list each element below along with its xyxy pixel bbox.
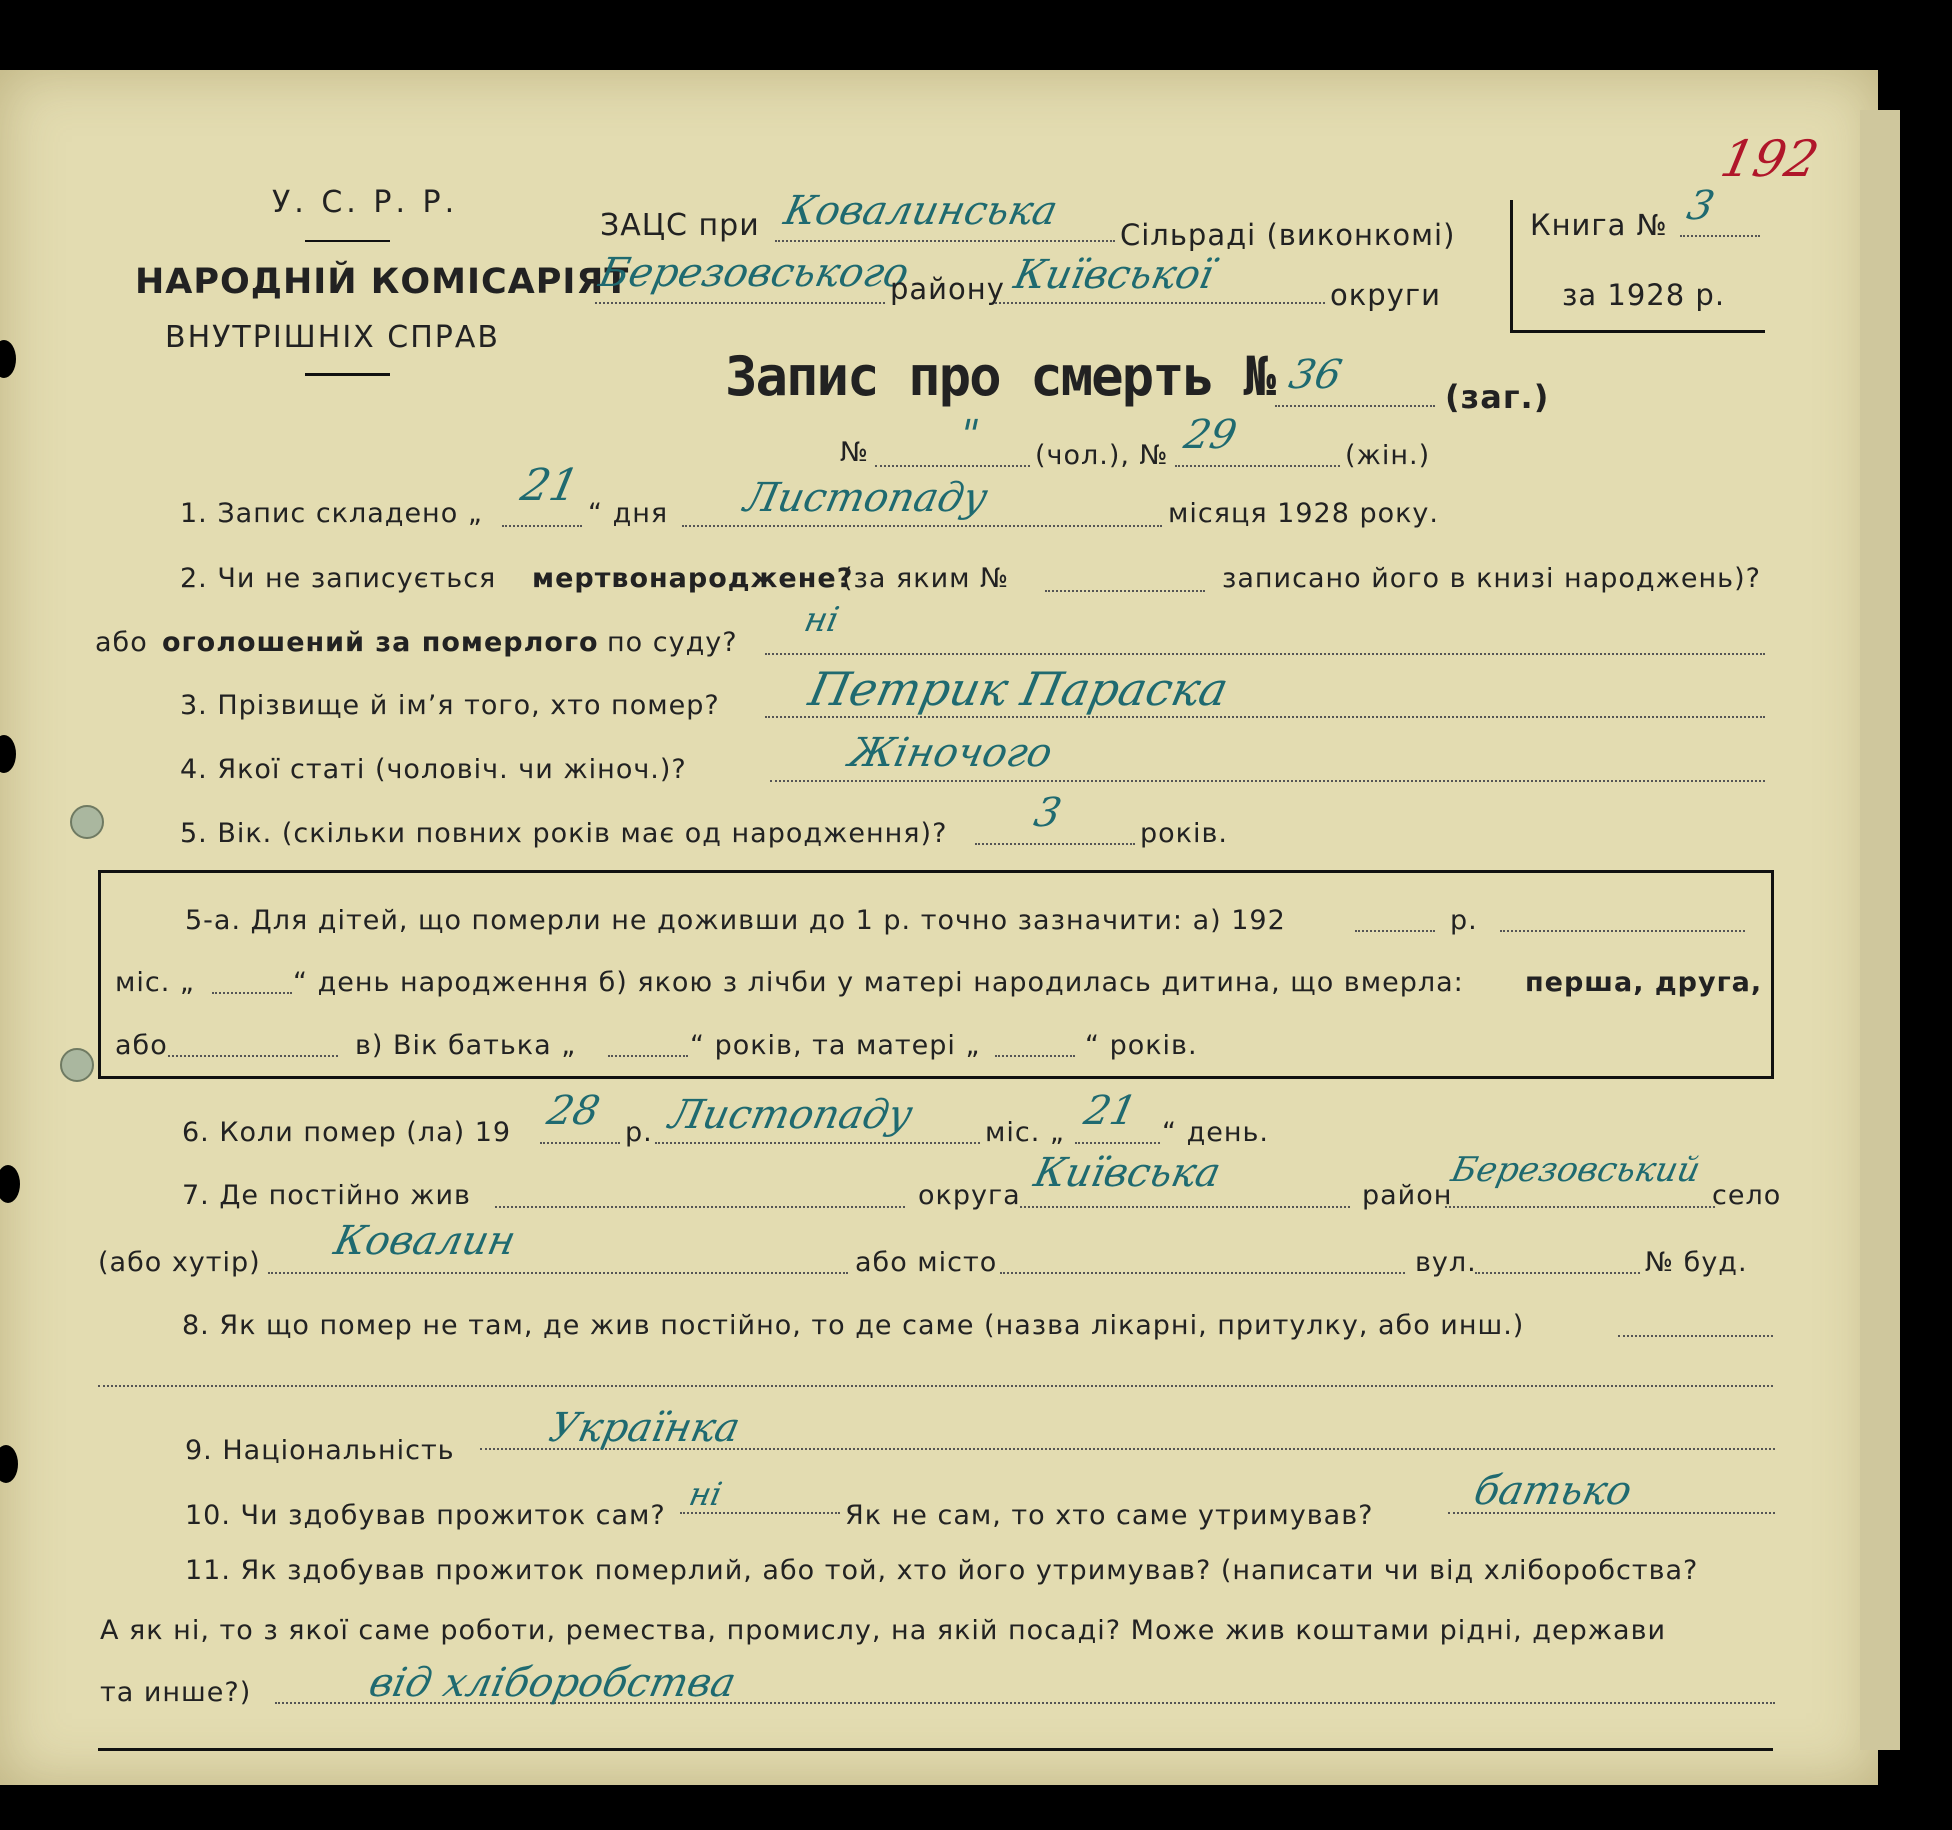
q5-years: років. — [1140, 818, 1228, 849]
death-month-hw: Листопаду — [665, 1092, 917, 1138]
q4-label: 4. Якої статі (чоловіч. чи жіноч.)? — [180, 754, 687, 785]
q7-city: або місто — [855, 1247, 998, 1278]
q5a-month: міс. „ — [115, 967, 195, 998]
district-label: району — [890, 272, 1005, 306]
supporter-hw: батько — [1470, 1468, 1636, 1514]
month-hw: Листопаду — [740, 475, 992, 521]
q10-supporter: Як не сам, то хто саме утримував? — [845, 1500, 1374, 1531]
ministry-subtitle: ВНУТРІШНІХ СПРАВ — [165, 320, 500, 355]
q2-number: (за яким № — [842, 563, 1010, 594]
q7-okrug: округа — [918, 1180, 1021, 1211]
nationality-hw: Українка — [545, 1405, 745, 1451]
q5a-or: або — [115, 1030, 168, 1061]
ussr-label: У. С. Р. Р. — [272, 185, 459, 220]
q6-label: 6. Коли помер (ла) 19 — [182, 1117, 512, 1148]
male-label: (чол.), № — [1035, 440, 1169, 471]
divider — [305, 240, 390, 242]
name-hw: Петрик Параска — [804, 662, 1233, 716]
general-label: (заг.) — [1445, 378, 1550, 416]
male-number-hw: " — [955, 412, 984, 458]
q2-or: або — [95, 627, 148, 658]
q5a-mother: “ років, та матері „ — [690, 1030, 981, 1061]
q1-label: 1. Запис складено „ — [180, 498, 483, 529]
q5a-years: “ років. — [1085, 1030, 1198, 1061]
live-district-hw: Березовський — [1447, 1150, 1704, 1190]
self-support-hw: ні — [685, 1475, 726, 1513]
sheet-number-hw: 192 — [1715, 130, 1824, 188]
court-hw: ні — [800, 600, 843, 640]
punch-hole — [70, 805, 104, 839]
q8-label: 8. Як що помер не там, де жив постійно, то де саме (назва лікарні, притулку, або инш.) — [182, 1310, 1525, 1341]
record-title: Запис про смерть № — [725, 345, 1275, 408]
no-label: № — [840, 437, 870, 468]
female-number-hw: 29 — [1180, 412, 1241, 458]
q7-label: 7. Де постійно жив — [182, 1180, 471, 1211]
q5-label: 5. Вік. (скільки повних років має од народження)? — [180, 818, 948, 849]
q1-month-label: місяця 1928 року. — [1168, 498, 1439, 529]
book-label: Книга № — [1530, 208, 1668, 242]
death-day-hw: 21 — [1080, 1088, 1141, 1134]
q3-label: 3. Прізвище й ім’я того, хто помер? — [180, 690, 720, 721]
record-number-hw: 36 — [1285, 352, 1346, 398]
book-number-hw: 3 — [1683, 183, 1719, 229]
live-village-hw: Ковалин — [330, 1218, 520, 1264]
q6-year: р. — [625, 1117, 653, 1148]
bottom-rule — [98, 1748, 1773, 1751]
q1-day-label: “ дня — [588, 498, 669, 529]
occupation-hw: від хліборобства — [365, 1660, 740, 1706]
page-edge — [1860, 110, 1900, 1750]
q11-line3: та инше?) — [100, 1677, 252, 1708]
sex-hw: Жіночого — [845, 730, 1057, 776]
q9-label: 9. Національність — [185, 1435, 455, 1466]
q10-label: 10. Чи здобував прожиток сам? — [185, 1500, 666, 1531]
q5a-father: в) Вік батька „ — [355, 1030, 577, 1061]
death-year-hw: 28 — [543, 1088, 604, 1134]
village-council-hw: Ковалинська — [780, 188, 1062, 234]
q11-line2: А як ні, то з якої саме роботи, ремества, промислу, на якій посаді? Може жив коштами рідні, держави — [100, 1615, 1667, 1646]
book-year: за 1928 р. — [1562, 278, 1726, 312]
q11-line1: 11. Як здобував прожиток померлий, або той, хто його утримував? (написати чи від хліборобства? — [185, 1555, 1699, 1586]
q6-day: “ день. — [1162, 1117, 1269, 1148]
zags-label: ЗАЦС при — [600, 208, 760, 243]
q2-court: по суду? — [607, 627, 738, 658]
q2-stillborn: мертвонароджене? — [532, 563, 854, 594]
punch-hole — [60, 1048, 94, 1082]
council-label: Сільраді (виконкомі) — [1120, 218, 1456, 252]
q7-district: район — [1362, 1180, 1453, 1211]
q6-month: міс. „ — [985, 1117, 1065, 1148]
okrug-hw: Київської — [1010, 252, 1218, 298]
q7-farm: (або хутір) — [98, 1247, 261, 1278]
live-okrug-hw: Київська — [1030, 1150, 1225, 1196]
q7-street: вул. — [1415, 1247, 1477, 1278]
day-hw: 21 — [516, 460, 584, 511]
female-label: (жін.) — [1345, 440, 1431, 471]
q5a-line2: “ день народження б) якою з лічби у матері народилась дитина, що вмерла: — [293, 967, 1464, 998]
q5a-year: р. — [1450, 905, 1478, 936]
q7-village: село — [1712, 1180, 1782, 1211]
q5a-order: перша, друга, — [1525, 967, 1763, 998]
okrug-label: округи — [1330, 278, 1441, 312]
q2-declared: оголошений за померлого — [162, 627, 599, 658]
divider — [305, 373, 390, 376]
q5a-line1: 5-а. Для дітей, що померли не доживши до 1 р. точно зазначити: а) 192 — [185, 905, 1286, 936]
age-hw: 3 — [1030, 790, 1066, 836]
district-hw: Березовського — [595, 250, 913, 296]
q7-house: № буд. — [1645, 1247, 1748, 1278]
q2-label: 2. Чи не записується — [180, 563, 497, 594]
ministry-title: НАРОДНІЙ КОМІСАРІЯТ — [135, 262, 630, 302]
q2-recorded: записано його в книзі народжень)? — [1222, 563, 1761, 594]
